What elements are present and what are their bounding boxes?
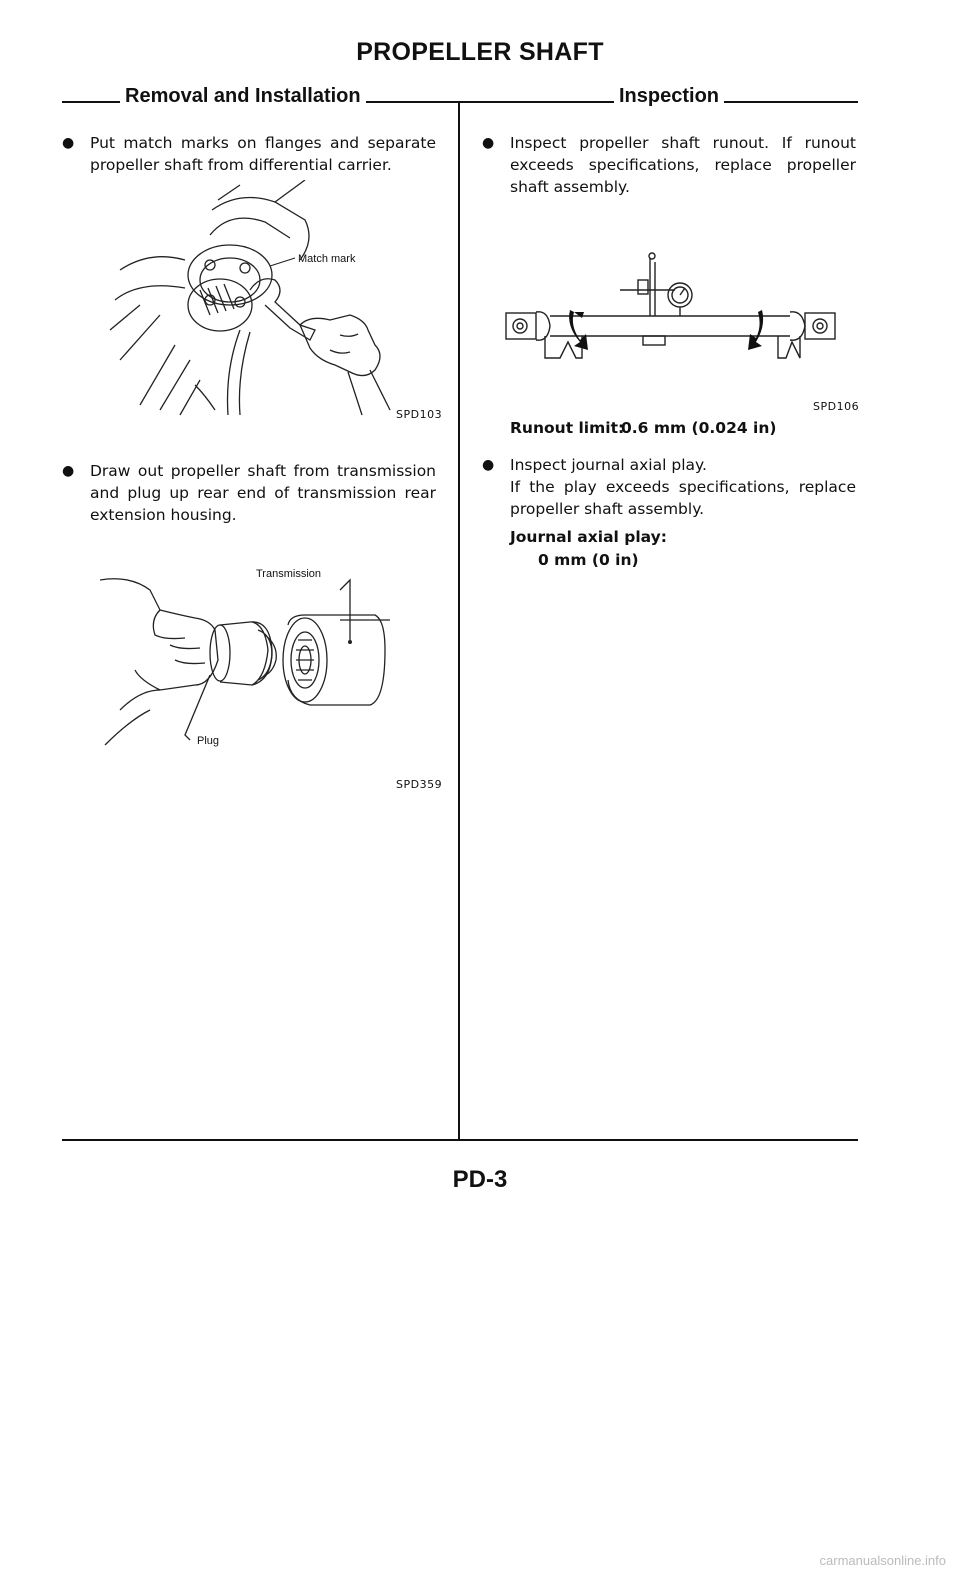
journal-axial-play-label: Journal axial play: bbox=[510, 528, 667, 546]
figure-code-spd106: SPD106 bbox=[813, 400, 860, 413]
bullet: ● bbox=[482, 457, 495, 473]
bullet: ● bbox=[62, 463, 75, 479]
callout-plug: Plug bbox=[197, 735, 220, 747]
figure-transmission-plug bbox=[100, 560, 400, 760]
page-title: PROPELLER SHAFT bbox=[356, 38, 604, 66]
inspection-step-2-line1: Inspect journal axial play. bbox=[510, 456, 707, 474]
removal-step-1: Put match marks on flanges and separate propeller shaft from differential carrier. bbox=[90, 134, 436, 174]
removal-step-2: Draw out propeller shaft from transmission and plug up rear end of transmission rear extension housing. bbox=[90, 462, 436, 524]
page-number: PD-3 bbox=[452, 1166, 508, 1193]
section-heading-inspection: Inspection bbox=[614, 85, 724, 108]
callout-transmission: Transmission bbox=[256, 568, 321, 580]
figure-code-spd359: SPD359 bbox=[396, 778, 443, 791]
section-heading-removal: Removal and Installation bbox=[120, 85, 366, 108]
footer-watermark: carmanualsonline.info bbox=[819, 1553, 946, 1568]
runout-limit-value: 0.6 mm (0.024 in) bbox=[621, 419, 777, 437]
callout-match-mark: Match mark bbox=[298, 253, 356, 265]
inspection-step-1: Inspect propeller shaft runout. If runout exceeds specifications, replace propeller shaft assembly. bbox=[510, 134, 856, 196]
bullet: ● bbox=[62, 135, 75, 151]
journal-axial-play-value: 0 mm (0 in) bbox=[538, 551, 639, 569]
figure-runout-check bbox=[500, 250, 850, 365]
bullet: ● bbox=[482, 135, 495, 151]
inspection-step-2-line2: If the play exceeds specifications, replace propeller shaft assembly. bbox=[510, 478, 856, 518]
figure-match-mark bbox=[100, 180, 460, 420]
bottom-rule bbox=[62, 1139, 858, 1141]
figure-code-spd103: SPD103 bbox=[396, 408, 443, 421]
runout-limit-label: Runout limit: bbox=[510, 419, 625, 437]
